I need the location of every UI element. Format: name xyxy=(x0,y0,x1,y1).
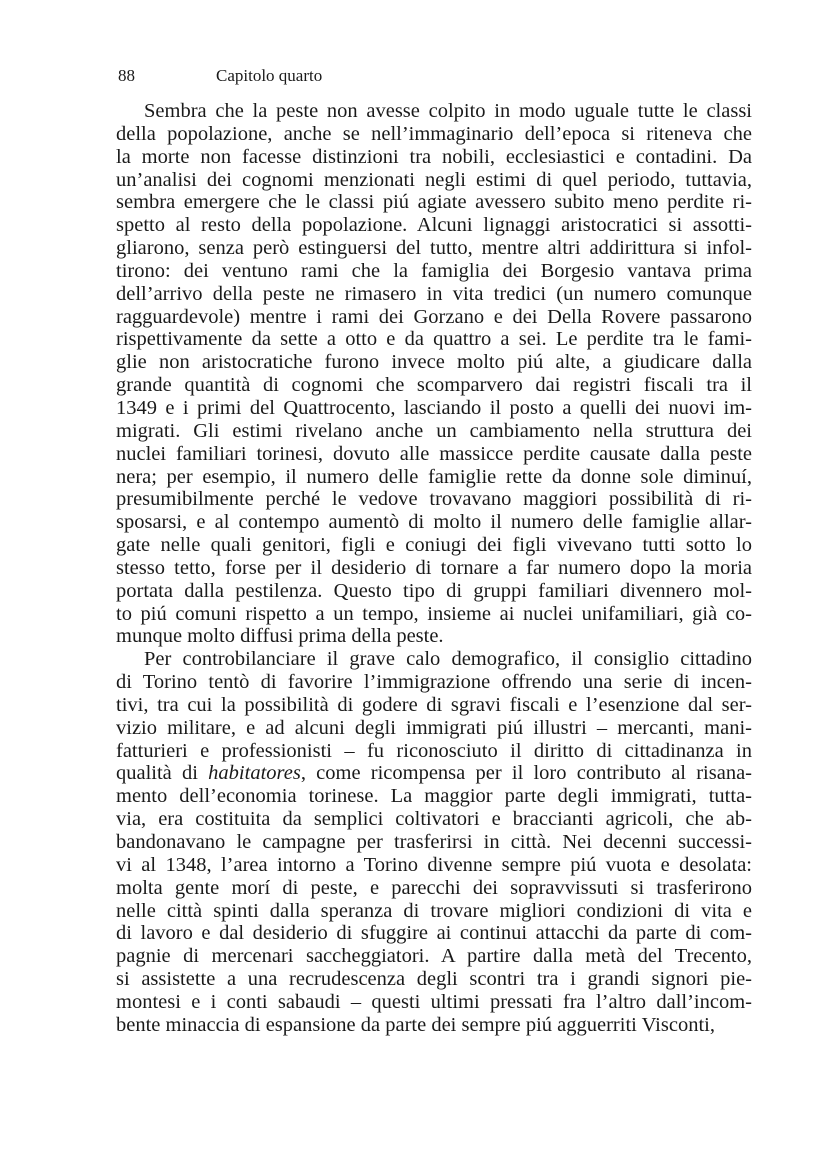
text-line: vi al 1348, l’area intorno a Torino divenne sempre piú vuota e desolata: xyxy=(116,853,752,876)
page-number: 88 xyxy=(118,66,135,85)
text-line: spetto al resto della popolazione. Alcuni lignaggi aristocratici si assotti- xyxy=(116,214,752,237)
paragraph xyxy=(116,648,752,1036)
text-line: un’analisi dei cognomi menzionati negli estimi di quel periodo, tuttavia, xyxy=(116,168,752,191)
text-line: gliarono, senza però estinguersi del tutto, mentre altri addirittura si infol- xyxy=(116,237,752,260)
text-line: pagnie di mercenari saccheggiatori. A partire dalla metà del Trecento, xyxy=(116,945,752,968)
text-line: bandonavano le campagne per trasferirsi in città. Nei decenni successi- xyxy=(116,831,752,853)
text-line: gate nelle quali genitori, figli e coniugi dei figli vivevano tutti sotto lo xyxy=(116,534,752,557)
text-line: stesso tetto, forse per il desiderio di tornare a far numero dopo la moria xyxy=(116,556,752,579)
text-line: migrati. Gli estimi rivelano anche un cambiamento nella struttura dei xyxy=(116,419,752,442)
text-line: sposarsi, e al contempo aumentò di molto il numero delle famiglie allar- xyxy=(116,511,752,534)
text-line: ragguardevole) mentre i rami dei Gorzano e dei Della Rovere passarono xyxy=(116,305,752,328)
text-line: 1349 e i primi del Quattrocento, lasciando il posto a quelli dei nuovi im- xyxy=(116,396,752,419)
text-line: molta gente morí di peste, e parecchi dei sopravvissuti si trasferirono xyxy=(116,876,752,899)
text-line: dell’arrivo della peste ne rimasero in vita tredici (un numero comunque xyxy=(116,282,752,305)
text-line: portata dalla pestilenza. Questo tipo di gruppi familiari divennero mol- xyxy=(116,579,752,602)
text-line: munque molto diffusi prima della peste. xyxy=(116,625,444,648)
paragraph xyxy=(116,100,752,648)
text-line: glie non aristocratiche furono invece molto piú alte, a giudicare dalla xyxy=(116,351,752,374)
text-line: qualità di habitatores, come ricompensa per il loro contributo al risana- xyxy=(116,762,752,785)
text-line: Sembra che la peste non avesse colpito in modo uguale tutte le classi xyxy=(144,100,752,122)
text-line: to piú comuni rispetto a un tempo, insieme ai nuclei unifamiliari, già co- xyxy=(116,602,752,625)
text-line: fatturieri e professionisti – fu riconosciuto il diritto di cittadinanza in xyxy=(116,739,752,762)
text-line: grande quantità di cognomi che scomparvero dai registri fiscali tra il xyxy=(116,374,752,397)
text-line: la morte non facesse distinzioni tra nobili, ecclesiastici e contadini. Da xyxy=(116,145,752,168)
text-line: mento dell’economia torinese. La maggior parte degli immigrati, tutta- xyxy=(116,785,752,808)
text-line: della popolazione, anche se nell’immaginario dell’epoca si riteneva che xyxy=(116,122,752,145)
text-line: vizio militare, e ad alcuni degli immigrati piú illustri – mercanti, mani- xyxy=(116,716,752,739)
text-line: nelle città spinti dalla speranza di trovare migliori condizioni di vita e xyxy=(116,899,752,922)
text-line: Per controbilanciare il grave calo demografico, il consiglio cittadino xyxy=(144,648,752,671)
running-head xyxy=(118,66,322,86)
text-line: nera; per esempio, il numero delle famiglie rette da donne sole diminuí, xyxy=(116,465,752,488)
text-line: si assistette a una recrudescenza degli scontri tra i grandi signori pie- xyxy=(116,968,752,991)
text-line: di Torino tentò di favorire l’immigrazione offrendo una serie di incen- xyxy=(116,671,752,694)
chapter-title: Capitolo quarto xyxy=(216,66,323,85)
text-line: nuclei familiari torinesi, dovuto alle massicce perdite causate dalla peste xyxy=(116,442,752,465)
text-line: sembra emergere che le classi piú agiate avessero subito meno perdite ri- xyxy=(116,191,752,214)
text-line: tirono: dei ventuno rami che la famiglia dei Borgesio vantava prima xyxy=(116,259,752,282)
text-line: rispettivamente da sette a otto e da quattro a sei. Le perdite tra le fami- xyxy=(116,328,752,351)
text-line: di lavoro e dal desiderio di sfuggire ai continui attacchi da parte di com- xyxy=(116,922,752,945)
text-line: montesi e i conti sabaudi – questi ultimi pressati fra l’altro dall’incom- xyxy=(116,990,752,1013)
body-text xyxy=(116,100,752,1037)
text-line: bente minaccia di espansione da parte dei sempre piú agguerriti Visconti, xyxy=(116,1013,715,1036)
text-line: via, era costituita da semplici coltivatori e braccianti agricoli, che ab- xyxy=(116,808,752,831)
text-line: tivi, tra cui la possibilità di godere di sgravi fiscali e l’esenzione dal ser- xyxy=(116,693,752,716)
text-line: presumibilmente perché le vedove trovavano maggiori possibilità di ri- xyxy=(116,488,752,511)
